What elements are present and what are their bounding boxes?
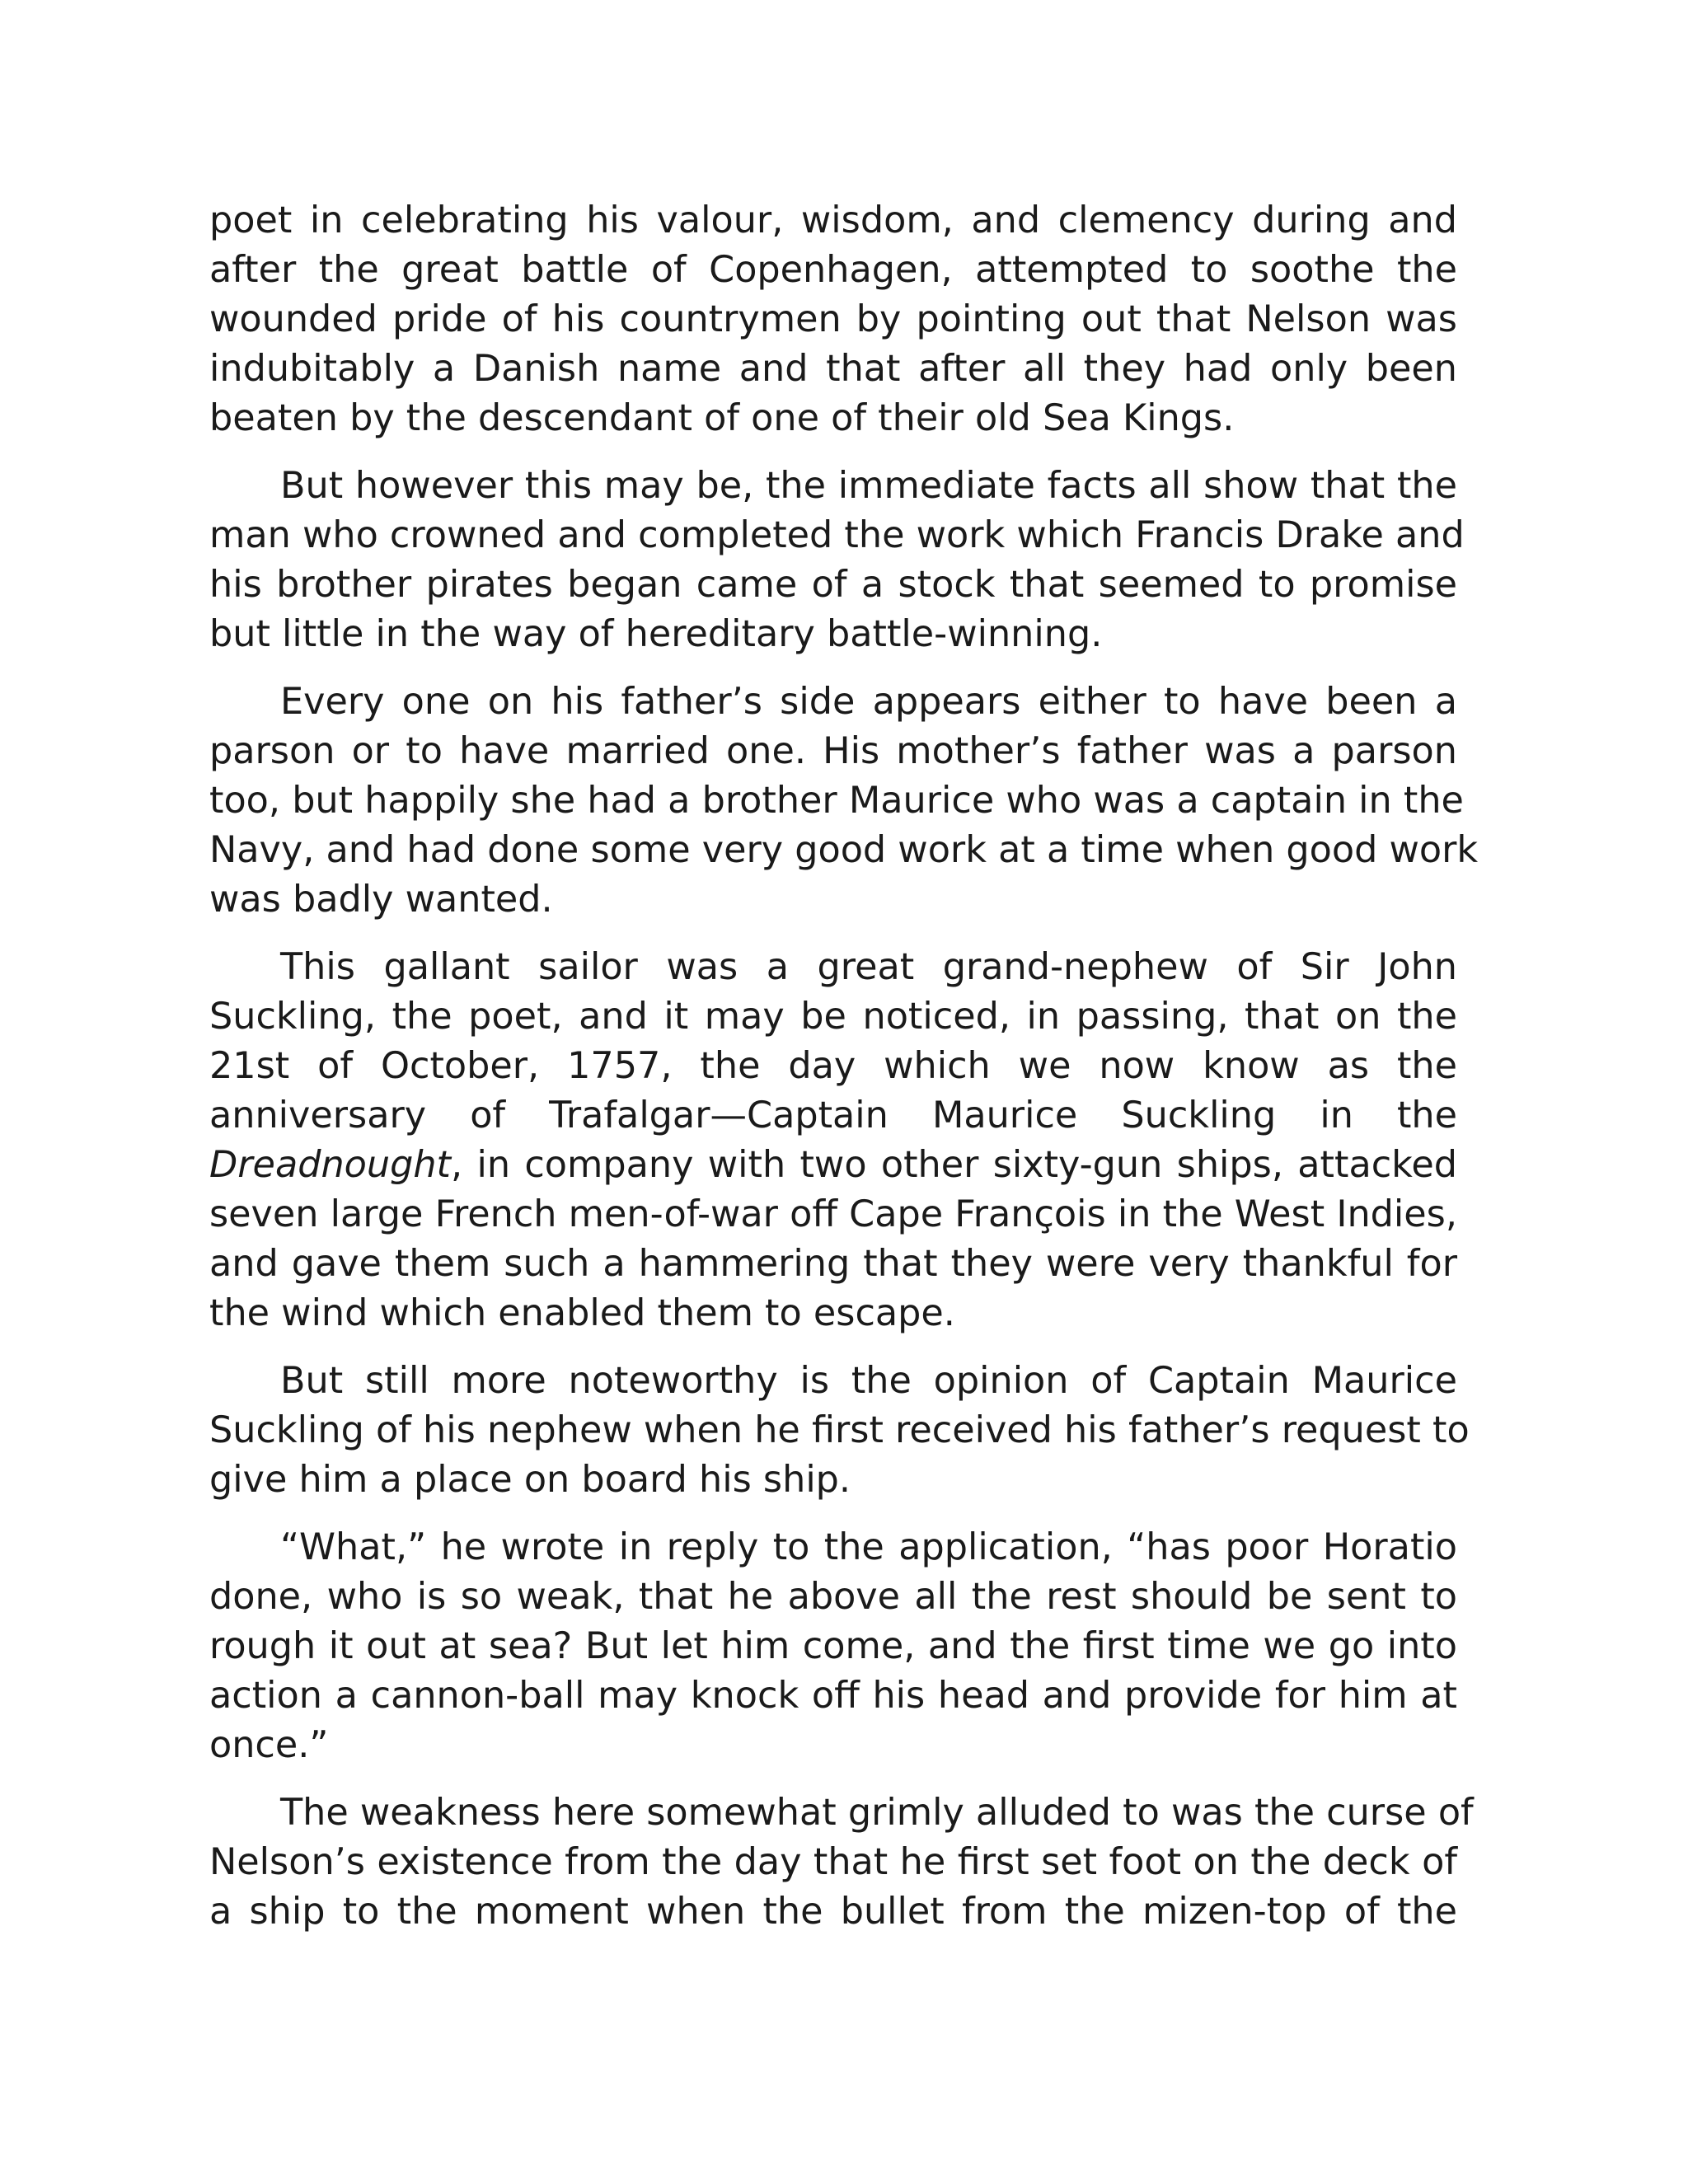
paragraph-2	[209, 462, 1465, 659]
text-line: give him a place on board his ship.	[209, 1459, 851, 1501]
paragraph-3	[209, 677, 1479, 925]
text-line: Nelson’s existence from the day that he first set foot on the deck of	[209, 1841, 1457, 1883]
text-line: after the great battle of Copenhagen, attempted to soothe the	[209, 249, 1457, 291]
text-line: 21st of October, 1757, the day which we now know as the	[209, 1045, 1457, 1087]
text-line: The weakness here somewhat grimly alluded to was the curse of	[280, 1792, 1474, 1834]
paragraph-4	[209, 943, 1457, 1338]
text-line: man who crowned and completed the work which Francis Drake and	[209, 514, 1465, 556]
text-line: once.”	[209, 1724, 329, 1766]
text-line: too, but happily she had a brother Maurice who was a captain in the	[209, 780, 1464, 822]
text-line: seven large French men-of-war off Cape François in the West Indies,	[209, 1193, 1457, 1235]
text-line: But however this may be, the immediate facts all show that the	[280, 465, 1457, 507]
text-line: Every one on his father’s side appears either to have been a	[280, 681, 1457, 723]
text-line-mixed	[209, 1141, 1457, 1190]
text-line: beaten by the descendant of one of their old Sea Kings.	[209, 397, 1235, 439]
text-segment: , in company with two other sixty-gun ships, attacked	[451, 1144, 1457, 1186]
text-line: Suckling of his nephew when he first received his father’s request to	[209, 1409, 1470, 1451]
text-line: but little in the way of hereditary battle-winning.	[209, 613, 1103, 655]
text-line: rough it out at sea? But let him come, and the first time we go into	[209, 1625, 1457, 1667]
text-line: his brother pirates began came of a stock that seemed to promise	[209, 564, 1457, 606]
text-line: action a cannon-ball may knock off his head and provide for him at	[209, 1675, 1457, 1717]
text-line: This gallant sailor was a great grand-nephew of Sir John	[280, 946, 1457, 988]
text-line: poet in celebrating his valour, wisdom, and clemency during and	[209, 199, 1457, 241]
book-page	[209, 196, 1479, 1955]
text-line: wounded pride of his countrymen by pointing out that Nelson was	[209, 298, 1457, 340]
paragraph-1	[209, 196, 1457, 443]
text-line: But still more noteworthy is the opinion of Captain Maurice	[280, 1360, 1457, 1402]
text-line: parson or to have married one. His mother’s father was a parson	[209, 730, 1457, 772]
paragraph-7	[209, 1788, 1474, 1937]
paragraph-5	[209, 1357, 1470, 1505]
text-line: indubitably a Danish name and that after all they had only been	[209, 348, 1457, 390]
text-line: “What,” he wrote in reply to the application, “has poor Horatio	[280, 1526, 1457, 1568]
text-line: a ship to the moment when the bullet from the mizen-top of the	[209, 1891, 1457, 1933]
text-line: anniversary of Trafalgar—Captain Maurice Suckling in the	[209, 1094, 1457, 1137]
text-line: Navy, and had done some very good work at a time when good work	[209, 829, 1479, 871]
ship-name-italic: Dreadnought	[209, 1144, 451, 1186]
text-line: Suckling, the poet, and it may be noticed, in passing, that on the	[209, 996, 1457, 1038]
paragraph-6	[209, 1523, 1457, 1770]
text-line: and gave them such a hammering that they were very thankful for	[209, 1243, 1457, 1285]
text-line: was badly wanted.	[209, 879, 553, 921]
text-line: done, who is so weak, that he above all the rest should be sent to	[209, 1576, 1457, 1618]
text-line: the wind which enabled them to escape.	[209, 1292, 955, 1334]
